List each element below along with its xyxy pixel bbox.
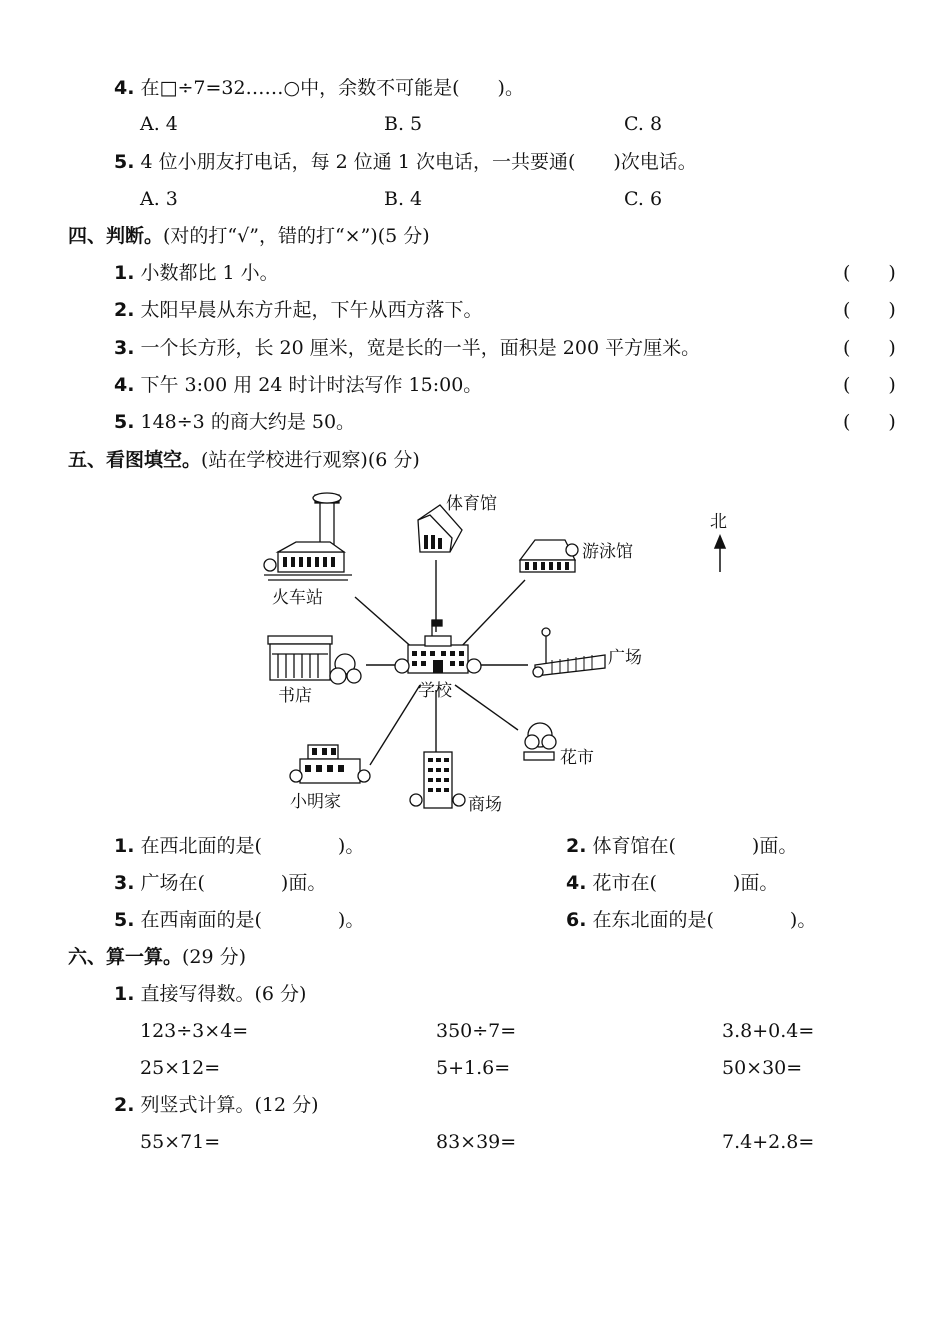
judge-item-text: 下午 3:00 用 24 时计时法写作 15:00。 xyxy=(140,374,483,396)
map-question-number: 6. xyxy=(566,909,587,931)
map-question-text[interactable]: 在西南面的是( )。 xyxy=(140,909,365,931)
calc-item[interactable]: 123÷3×4= xyxy=(140,1020,249,1042)
section-6-title: 六、算一算。 xyxy=(68,946,183,968)
calc-part-text: 列竖式计算。(12 分) xyxy=(140,1094,319,1116)
calc-item[interactable]: 50×30= xyxy=(722,1057,803,1079)
map-question-number: 5. xyxy=(114,909,135,931)
judge-answer-3[interactable]: ( ) xyxy=(843,337,896,359)
calc-item[interactable]: 3.8+0.4= xyxy=(722,1020,815,1042)
north-arrow-icon xyxy=(715,536,725,572)
calc-part-1 xyxy=(114,982,306,1006)
section-6-heading xyxy=(68,945,246,969)
vertical-calc-item[interactable]: 83×39= xyxy=(436,1131,517,1153)
judge-answer-2[interactable]: ( ) xyxy=(843,299,896,321)
map-label-flower-market: 花市 xyxy=(560,748,594,768)
q4-text: 在□÷7=32……○中，余数不可能是( )。 xyxy=(140,77,524,99)
map-question-text[interactable]: 在东北面的是( )。 xyxy=(592,909,817,931)
map-question-2 xyxy=(566,834,797,858)
section-5-note: (站在学校进行观察)(6 分) xyxy=(201,449,420,471)
map-label-home: 小明家 xyxy=(290,792,341,812)
train-station-icon xyxy=(264,493,352,580)
map-label-school: 学校 xyxy=(418,681,452,701)
section-4-title: 四、判断。 xyxy=(68,225,164,247)
judge-item-number: 1. xyxy=(114,262,135,284)
judge-item-text: 一个长方形，长 20 厘米，宽是长的一半，面积是 200 平方厘米。 xyxy=(140,337,701,359)
map-label-swimming-pool: 游泳馆 xyxy=(582,542,633,562)
map-question-number: 2. xyxy=(566,835,587,857)
calc-item[interactable]: 5+1.6= xyxy=(436,1057,511,1079)
judge-answer-4[interactable]: ( ) xyxy=(843,374,896,396)
section-6-note: (29 分) xyxy=(182,946,247,968)
calc-part-2 xyxy=(114,1093,319,1117)
q4-option-a[interactable]: A. 4 xyxy=(140,113,178,135)
judge-item-text: 148÷3 的商大约是 50。 xyxy=(140,411,356,433)
map-question-1 xyxy=(114,834,364,858)
judge-answer-5[interactable]: ( ) xyxy=(843,411,896,433)
map-question-4 xyxy=(566,871,778,895)
map-question-6 xyxy=(566,908,816,932)
map-question-text[interactable]: 体育馆在( )面。 xyxy=(592,835,798,857)
judge-item-number: 4. xyxy=(114,374,135,396)
q5-option-c[interactable]: C. 6 xyxy=(624,188,663,210)
calc-part-text: 直接写得数。(6 分) xyxy=(140,983,307,1005)
calc-item[interactable]: 350÷7= xyxy=(436,1020,517,1042)
calc-item[interactable]: 25×12= xyxy=(140,1057,221,1079)
judge-item-number: 3. xyxy=(114,337,135,359)
q4-number: 4. xyxy=(114,77,135,99)
judge-item-text: 小数都比 1 小。 xyxy=(140,262,279,284)
map-label-mall: 商场 xyxy=(468,795,502,815)
judge-item-number: 5. xyxy=(114,411,135,433)
map-question-number: 4. xyxy=(566,872,587,894)
map-question-text[interactable]: 在西北面的是( )。 xyxy=(140,835,365,857)
flower-market-icon xyxy=(524,723,556,760)
q5-number: 5. xyxy=(114,151,135,173)
swimming-pool-icon xyxy=(520,540,578,572)
map-label-square: 广场 xyxy=(608,648,642,668)
calc-part-number: 1. xyxy=(114,983,135,1005)
map-question-number: 3. xyxy=(114,872,135,894)
section-5-title: 五、看图填空。 xyxy=(68,449,202,471)
map-question-text[interactable]: 花市在( )面。 xyxy=(592,872,779,894)
map-question-5 xyxy=(114,908,364,932)
mall-icon xyxy=(410,752,465,808)
judge-answer-1[interactable]: ( ) xyxy=(843,262,896,284)
map-label-stadium: 体育馆 xyxy=(446,494,497,514)
home-icon xyxy=(290,745,370,783)
judge-item-number: 2. xyxy=(114,299,135,321)
vertical-calc-item[interactable]: 7.4+2.8= xyxy=(722,1131,815,1153)
q5-option-b[interactable]: B. 4 xyxy=(384,188,423,210)
map-question-number: 1. xyxy=(114,835,135,857)
section-4-note: (对的打“√”，错的打“×”)(5 分) xyxy=(163,225,430,247)
q5-option-a[interactable]: A. 3 xyxy=(140,188,178,210)
calc-part-number: 2. xyxy=(114,1094,135,1116)
vertical-calc-item[interactable]: 55×71= xyxy=(140,1131,221,1153)
square-icon xyxy=(533,628,605,677)
q5-text: 4 位小朋友打电话，每 2 位通 1 次电话，一共要通( )次电话。 xyxy=(140,151,697,173)
school-icon xyxy=(395,620,481,673)
q4-option-c[interactable]: C. 8 xyxy=(624,113,663,135)
map-question-3 xyxy=(114,871,326,895)
map-label-train-station: 火车站 xyxy=(272,588,323,608)
q4-option-b[interactable]: B. 5 xyxy=(384,113,423,135)
map-question-text[interactable]: 广场在( )面。 xyxy=(140,872,327,894)
bookstore-icon xyxy=(268,636,361,684)
judge-item-text: 太阳早晨从东方升起，下午从西方落下。 xyxy=(140,299,483,321)
map-label-bookstore: 书店 xyxy=(278,686,312,706)
map-label-north: 北 xyxy=(710,512,727,532)
